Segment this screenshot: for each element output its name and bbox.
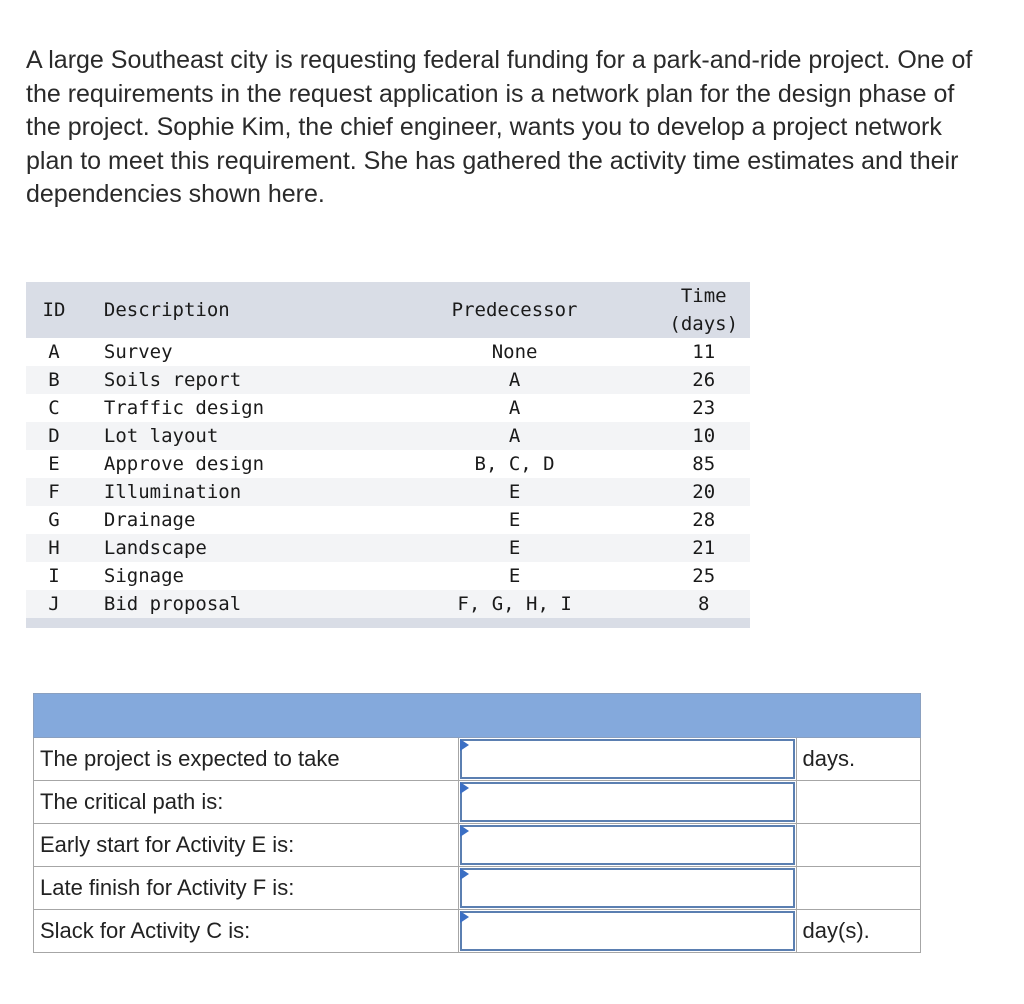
activity-table-header	[26, 282, 750, 338]
question-critical-path: The critical path is:	[34, 781, 459, 824]
table-row	[26, 590, 750, 618]
answer-input-duration[interactable]	[462, 741, 792, 777]
cell-description: Soils report	[103, 369, 242, 391]
cell-time: 23	[692, 397, 716, 419]
table-footer-bar	[26, 618, 750, 628]
cell-predecessor: A	[508, 397, 521, 419]
answer-row	[34, 867, 921, 910]
cell-id: B	[48, 369, 60, 391]
table-row	[26, 478, 750, 506]
cell-predecessor: F, G, H, I	[457, 593, 572, 615]
cell-predecessor: None	[491, 341, 538, 363]
answer-input-early-start-e[interactable]	[462, 827, 792, 863]
cell-description: Signage	[103, 565, 184, 587]
cell-description: Landscape	[103, 537, 207, 559]
cell-id: C	[48, 397, 60, 419]
header-predecessor: Predecessor	[451, 299, 578, 321]
cell-predecessor: B, C, D	[474, 453, 555, 475]
cell-description: Survey	[103, 341, 173, 363]
answer-input-slack-c[interactable]	[462, 913, 792, 949]
table-row	[26, 562, 750, 590]
table-row	[26, 450, 750, 478]
answer-row	[34, 910, 921, 953]
answer-input-critical-path[interactable]	[462, 784, 792, 820]
cell-time: 26	[692, 369, 716, 391]
table-row	[26, 394, 750, 422]
cell-time: 25	[692, 565, 716, 587]
cell-id: E	[48, 453, 60, 475]
cell-predecessor: A	[508, 369, 521, 391]
table-row	[26, 506, 750, 534]
cell-predecessor: E	[508, 537, 521, 559]
answer-table-header	[34, 694, 921, 738]
problem-statement: A large Southeast city is requesting federal funding for a park-and-ride project. One of the requirements in the request application is a network plan for the design phase of the project. Sophie Kim, the chief engineer, wants you to develop a project network plan to meet this requirement. She has gathered the activity time estimates and their dependencies shown here.	[26, 46, 973, 209]
cell-time: 85	[692, 453, 716, 475]
answer-table	[33, 693, 921, 953]
header-time	[658, 282, 751, 338]
cell-description: Drainage	[103, 509, 196, 531]
header-time-line1: Time	[680, 285, 727, 307]
cell-time: 21	[692, 537, 716, 559]
answer-row	[34, 781, 921, 824]
cell-id: H	[48, 537, 60, 559]
question-late-finish-f: Late finish for Activity F is:	[34, 867, 459, 910]
activity-table	[26, 282, 750, 628]
unit-label	[796, 867, 920, 910]
answer-row	[34, 738, 921, 781]
cell-description: Approve design	[103, 453, 265, 475]
header-time-line2: (days)	[669, 313, 739, 335]
cell-id: F	[48, 481, 60, 503]
cell-time: 10	[692, 425, 716, 447]
table-row	[26, 534, 750, 562]
unit-label: days.	[796, 738, 920, 781]
table-row	[26, 366, 750, 394]
cell-time: 11	[692, 341, 716, 363]
cell-description: Bid proposal	[103, 593, 242, 615]
cell-predecessor: E	[508, 481, 521, 503]
cell-id: J	[48, 593, 60, 615]
cell-id: G	[48, 509, 60, 531]
cell-predecessor: A	[508, 425, 521, 447]
header-id: ID	[42, 299, 66, 321]
table-row	[26, 338, 750, 366]
answer-row	[34, 824, 921, 867]
cell-predecessor: E	[508, 509, 521, 531]
cell-time: 20	[692, 481, 716, 503]
cell-id: A	[48, 341, 60, 363]
cell-description: Lot layout	[103, 425, 219, 447]
cell-time: 28	[692, 509, 716, 531]
unit-label	[796, 824, 920, 867]
table-row	[26, 422, 750, 450]
question-slack-c: Slack for Activity C is:	[34, 910, 459, 953]
cell-time: 8	[698, 593, 710, 615]
cell-id: I	[48, 565, 60, 587]
header-description: Description	[103, 299, 230, 321]
unit-label	[796, 781, 920, 824]
cell-description: Traffic design	[103, 397, 265, 419]
question-early-start-e: Early start for Activity E is:	[34, 824, 459, 867]
cell-predecessor: E	[508, 565, 521, 587]
question-duration: The project is expected to take	[34, 738, 459, 781]
unit-label: day(s).	[796, 910, 920, 953]
cell-id: D	[48, 425, 60, 447]
cell-description: Illumination	[103, 481, 242, 503]
answer-input-late-finish-f[interactable]	[462, 870, 792, 906]
